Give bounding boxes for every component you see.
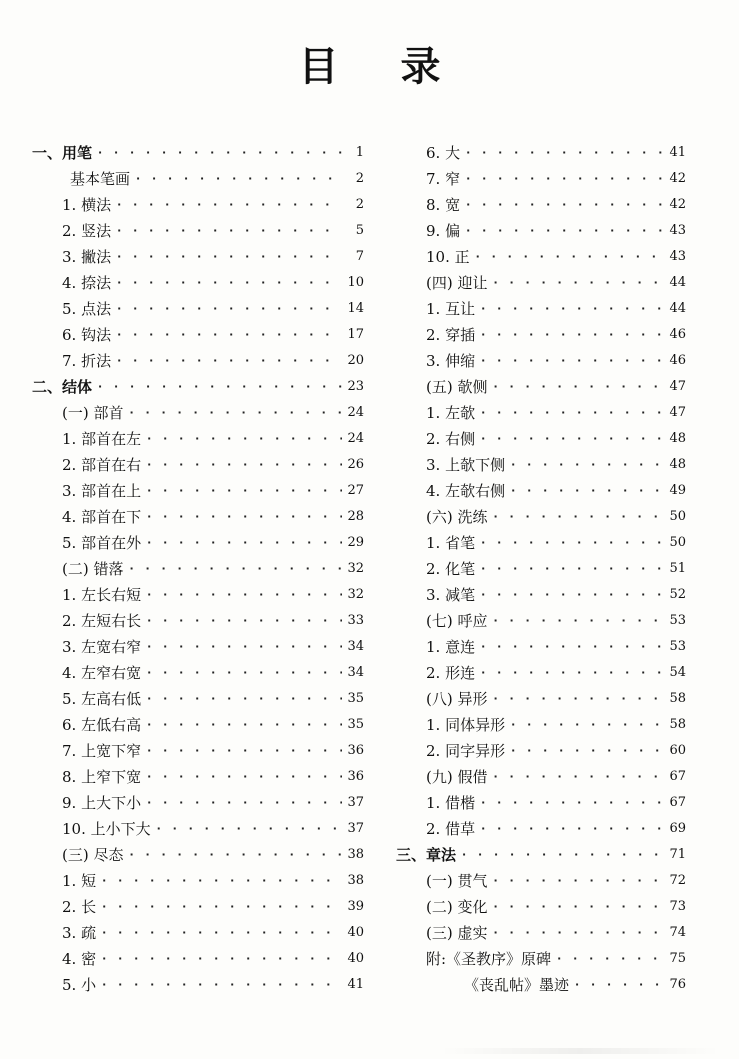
toc-entry	[396, 397, 686, 423]
dot-leader	[511, 741, 664, 761]
toc-entry	[32, 423, 364, 449]
toc-entry-label: 3. 疏	[62, 924, 97, 942]
toc-entry	[32, 137, 364, 163]
toc-entry-page: 38	[347, 847, 364, 862]
toc-entry	[32, 917, 364, 943]
toc-entry-label: 1. 短	[62, 872, 97, 890]
toc-entry-label: 3. 部首在上	[62, 482, 142, 500]
toc-entry-label: 10. 上小下大	[62, 820, 151, 838]
toc-entry-page: 36	[347, 743, 364, 758]
toc-entry	[396, 709, 686, 735]
toc-entry-label: 9. 偏	[426, 222, 461, 240]
toc-entry-page: 33	[347, 613, 364, 628]
toc-entry-label: (一) 贯气	[426, 872, 488, 890]
dot-leader	[147, 429, 342, 449]
toc-entry-label: 三、章法	[396, 846, 457, 864]
toc-entry	[396, 189, 686, 215]
toc-entry-label: 7. 窄	[426, 170, 461, 188]
toc-entry	[396, 787, 686, 813]
toc-entry-page: 67	[669, 795, 686, 810]
dot-leader	[466, 143, 664, 163]
toc-entry	[32, 605, 364, 631]
toc-entry	[396, 761, 686, 787]
toc-entry-label: 1. 互让	[426, 300, 476, 318]
toc-entry	[32, 241, 364, 267]
dot-leader	[481, 793, 664, 813]
toc-entry-page: 60	[669, 743, 686, 758]
dot-leader	[147, 715, 342, 735]
toc-entry-label: 2. 同字异形	[426, 742, 506, 760]
toc-entry-label: (六) 洗练	[426, 508, 488, 526]
toc-entry-label: 2. 化笔	[426, 560, 476, 578]
toc-entry-page: 34	[347, 639, 364, 654]
toc-entry-label: 1. 省笔	[426, 534, 476, 552]
toc-entry-label: 6. 钩法	[62, 326, 112, 344]
toc-entry-label: (一) 部首	[62, 404, 124, 422]
toc-entry-page: 34	[347, 665, 364, 680]
toc-entry	[32, 865, 364, 891]
toc-entry-page: 50	[669, 509, 686, 524]
toc-entry-label: 一、用笔	[32, 144, 93, 162]
toc-entry-page: 35	[347, 717, 364, 732]
toc-entry	[396, 501, 686, 527]
dot-leader	[476, 247, 664, 267]
toc-entry-label: 4. 密	[62, 950, 97, 968]
toc-entry	[396, 163, 686, 189]
toc-entry-page: 76	[669, 977, 686, 992]
dot-leader	[129, 845, 342, 865]
toc-entry	[32, 787, 364, 813]
dot-leader	[481, 403, 664, 423]
toc-entry-label: 4. 捺法	[62, 274, 112, 292]
toc-entry-label: 4. 左欹右侧	[426, 482, 506, 500]
toc-entry-page: 32	[347, 561, 364, 576]
toc-entry	[396, 579, 686, 605]
toc-entry-label: 5. 点法	[62, 300, 112, 318]
page-title	[0, 38, 739, 88]
toc-entry-label: 《丧乱帖》墨迹	[464, 976, 570, 994]
toc-entry	[396, 267, 686, 293]
dot-leader	[147, 585, 342, 605]
toc-right-column	[396, 137, 686, 995]
dot-leader	[147, 689, 342, 709]
toc-entry	[396, 683, 686, 709]
dot-leader	[481, 533, 664, 553]
toc-entry-page: 72	[669, 873, 686, 888]
toc-entry-label: 7. 折法	[62, 352, 112, 370]
toc-entry-page: 42	[669, 197, 686, 212]
dot-leader	[102, 975, 342, 995]
toc-entry-page: 37	[347, 821, 364, 836]
toc-entry-label: 9. 上大下小	[62, 794, 142, 812]
dot-leader	[481, 559, 664, 579]
toc-entry-page: 73	[669, 899, 686, 914]
toc-entry-page: 32	[347, 587, 364, 602]
dot-leader	[102, 871, 342, 891]
toc-entry-page: 44	[669, 301, 686, 316]
toc-entry-page: 20	[347, 353, 364, 368]
toc-entry-label: 1. 左长右短	[62, 586, 142, 604]
toc-entry-label: 5. 部首在外	[62, 534, 142, 552]
toc-entry	[32, 657, 364, 683]
toc-entry-page: 35	[347, 691, 364, 706]
toc-entry-page: 47	[669, 379, 686, 394]
toc-entry-page: 38	[347, 873, 364, 888]
toc-entry	[32, 163, 364, 189]
dot-leader	[117, 221, 342, 241]
dot-leader	[493, 871, 664, 891]
toc-entry-page: 24	[347, 431, 364, 446]
dot-leader	[117, 247, 342, 267]
toc-entry	[396, 943, 686, 969]
dot-leader	[575, 975, 664, 995]
toc-entry	[396, 319, 686, 345]
toc-entry-label: 1. 部首在左	[62, 430, 142, 448]
dot-leader	[147, 455, 342, 475]
toc-entry-page: 1	[355, 145, 364, 160]
dot-leader	[481, 351, 664, 371]
toc-entry-label: 6. 大	[426, 144, 461, 162]
dot-leader	[147, 611, 342, 631]
dot-leader	[466, 195, 664, 215]
dot-leader	[511, 715, 664, 735]
toc-entry-page: 26	[347, 457, 364, 472]
dot-leader	[147, 741, 342, 761]
toc-entry-page: 51	[669, 561, 686, 576]
toc-entry	[396, 813, 686, 839]
dot-leader	[117, 351, 342, 371]
toc-entry-page: 42	[669, 171, 686, 186]
toc-entry-label: (四) 迎让	[426, 274, 488, 292]
toc-entry	[396, 423, 686, 449]
toc-entry-label: 3. 减笔	[426, 586, 476, 604]
toc-entry	[32, 267, 364, 293]
dot-leader	[147, 533, 342, 553]
toc-entry-page: 44	[669, 275, 686, 290]
toc-entry	[32, 709, 364, 735]
toc-entry	[32, 683, 364, 709]
toc-entry-page: 71	[669, 847, 686, 862]
dot-leader	[481, 325, 664, 345]
toc-entry-page: 36	[347, 769, 364, 784]
toc-entry-page: 47	[669, 405, 686, 420]
title-char-2: 录	[400, 43, 441, 90]
toc-entry-label: 3. 撇法	[62, 248, 112, 266]
toc-entry-label: 3. 伸缩	[426, 352, 476, 370]
toc-entry-label: 2. 借草	[426, 820, 476, 838]
toc-entry-label: 2. 穿插	[426, 326, 476, 344]
toc-entry-page: 24	[347, 405, 364, 420]
toc-entry-label: 2. 部首在右	[62, 456, 142, 474]
toc-entry	[396, 969, 686, 995]
toc-entry-label: 7. 上宽下窄	[62, 742, 142, 760]
toc-entry-page: 48	[669, 431, 686, 446]
dot-leader	[117, 195, 342, 215]
toc-entry	[32, 891, 364, 917]
toc-entry-label: 5. 左高右低	[62, 690, 142, 708]
dot-leader	[481, 637, 664, 657]
toc-entry-page: 39	[347, 899, 364, 914]
toc-entry-page: 40	[347, 951, 364, 966]
toc-entry-label: 2. 左短右长	[62, 612, 142, 630]
toc-entry	[396, 449, 686, 475]
toc-entry	[396, 605, 686, 631]
toc-entry-label: 1. 借楷	[426, 794, 476, 812]
dot-leader	[481, 663, 664, 683]
toc-entry	[32, 501, 364, 527]
toc-entry-label: 5. 小	[62, 976, 97, 994]
dot-leader	[157, 819, 342, 839]
toc-entry	[32, 319, 364, 345]
toc-entry	[396, 657, 686, 683]
toc-entry-page: 53	[669, 613, 686, 628]
toc-entry-label: (三) 尽态	[62, 846, 124, 864]
toc-entry-label: 附:《圣教序》原碑	[426, 950, 552, 968]
toc-entry-page: 5	[355, 223, 364, 238]
toc-entry	[32, 449, 364, 475]
toc-entry-label: 10. 正	[426, 248, 470, 266]
toc-entry	[396, 631, 686, 657]
toc-entry-page: 50	[669, 535, 686, 550]
toc-entry-page: 48	[669, 457, 686, 472]
toc-entry-page: 37	[347, 795, 364, 810]
dot-leader	[117, 325, 342, 345]
dot-leader	[147, 767, 342, 787]
toc-entry-page: 2	[355, 197, 364, 212]
dot-leader	[481, 429, 664, 449]
toc-entry-label: (八) 异形	[426, 690, 488, 708]
dot-leader	[147, 637, 342, 657]
toc-left-column	[32, 137, 364, 995]
dot-leader	[511, 481, 664, 501]
toc-entry-page: 23	[347, 379, 364, 394]
toc-entry	[32, 969, 364, 995]
toc-entry	[32, 631, 364, 657]
dot-leader	[493, 689, 664, 709]
toc-entry	[396, 865, 686, 891]
toc-entry-label: 8. 宽	[426, 196, 461, 214]
toc-entry-page: 41	[669, 145, 686, 160]
toc-entry-page: 75	[669, 951, 686, 966]
toc-entry-page: 17	[347, 327, 364, 342]
toc-entry-label: (五) 欹侧	[426, 378, 488, 396]
toc-entry-page: 46	[669, 327, 686, 342]
dot-leader	[493, 611, 664, 631]
toc-entry-label: 1. 同体异形	[426, 716, 506, 734]
toc-entry-label: (九) 假借	[426, 768, 488, 786]
dot-leader	[102, 949, 342, 969]
dot-leader	[129, 559, 342, 579]
toc-entry-label: (七) 呼应	[426, 612, 488, 630]
toc-entry	[32, 293, 364, 319]
toc-entry-label: 2. 右侧	[426, 430, 476, 448]
toc-entry-page: 43	[669, 223, 686, 238]
dot-leader	[129, 403, 342, 423]
dot-leader	[147, 663, 342, 683]
toc-entry-label: 1. 左欹	[426, 404, 476, 422]
toc-entry-page: 28	[347, 509, 364, 524]
dot-leader	[117, 299, 342, 319]
toc-entry-label: (三) 虚实	[426, 924, 488, 942]
toc-entry	[396, 917, 686, 943]
dot-leader	[147, 793, 342, 813]
toc-entry-page: 69	[669, 821, 686, 836]
toc-entry-label: 2. 形连	[426, 664, 476, 682]
toc-entry-label: (二) 错落	[62, 560, 124, 578]
toc-entry-page: 10	[347, 275, 364, 290]
toc-entry-label: 4. 左窄右宽	[62, 664, 142, 682]
toc-entry-label: 4. 部首在下	[62, 508, 142, 526]
toc-entry-page: 2	[355, 171, 364, 186]
toc-entry	[32, 839, 364, 865]
toc-entry-label: 1. 意连	[426, 638, 476, 656]
toc-entry-page: 49	[669, 483, 686, 498]
toc-entry-label: 8. 上窄下宽	[62, 768, 142, 786]
toc-entry-label: 二、结体	[32, 378, 93, 396]
dot-leader	[557, 949, 664, 969]
toc-entry	[32, 761, 364, 787]
toc-entry	[396, 371, 686, 397]
dot-leader	[462, 845, 664, 865]
dot-leader	[98, 143, 342, 163]
toc-entry	[396, 527, 686, 553]
dot-leader	[493, 273, 664, 293]
toc-entry	[32, 371, 364, 397]
toc-entry	[396, 241, 686, 267]
dot-leader	[102, 897, 342, 917]
toc-entry-page: 43	[669, 249, 686, 264]
toc-entry	[32, 189, 364, 215]
toc-entry	[396, 293, 686, 319]
toc-entry-label: 6. 左低右高	[62, 716, 142, 734]
toc-entry-page: 58	[669, 717, 686, 732]
toc-entry	[396, 345, 686, 371]
toc-entry	[396, 475, 686, 501]
toc-entry	[32, 943, 364, 969]
toc-entry-label: (二) 变化	[426, 898, 488, 916]
toc-entry	[32, 527, 364, 553]
dot-leader	[136, 169, 342, 189]
toc-entry	[32, 475, 364, 501]
dot-leader	[493, 923, 664, 943]
dot-leader	[102, 923, 342, 943]
dot-leader	[481, 819, 664, 839]
toc-entry-label: 3. 上欹下侧	[426, 456, 506, 474]
toc-entry	[396, 839, 686, 865]
toc-entry-page: 41	[347, 977, 364, 992]
toc-entry-page: 58	[669, 691, 686, 706]
toc-entry-label: 2. 长	[62, 898, 97, 916]
dot-leader	[511, 455, 664, 475]
title-char-1: 目	[298, 43, 339, 90]
toc-entry	[396, 735, 686, 761]
toc-entry	[32, 345, 364, 371]
scan-shadow	[440, 1048, 720, 1054]
dot-leader	[466, 221, 664, 241]
dot-leader	[147, 481, 342, 501]
toc-entry-page: 7	[355, 249, 364, 264]
toc-entry-page: 40	[347, 925, 364, 940]
toc-entry-page: 54	[669, 665, 686, 680]
toc-entry-page: 52	[669, 587, 686, 602]
dot-leader	[117, 273, 342, 293]
toc-entry	[32, 553, 364, 579]
dot-leader	[466, 169, 664, 189]
toc-entry	[396, 553, 686, 579]
toc-entry-page: 46	[669, 353, 686, 368]
dot-leader	[493, 377, 664, 397]
toc-entry	[396, 215, 686, 241]
toc-entry-label: 基本笔画	[70, 170, 131, 188]
toc-entry-page: 53	[669, 639, 686, 654]
dot-leader	[493, 897, 664, 917]
toc-entry-page: 27	[347, 483, 364, 498]
dot-leader	[147, 507, 342, 527]
toc-entry	[32, 735, 364, 761]
toc-entry-page: 29	[347, 535, 364, 550]
toc-entry	[32, 813, 364, 839]
dot-leader	[481, 585, 664, 605]
dot-leader	[493, 767, 664, 787]
dot-leader	[481, 299, 664, 319]
toc-entry	[32, 579, 364, 605]
toc-entry	[32, 397, 364, 423]
toc-entry-page: 14	[347, 301, 364, 316]
dot-leader	[493, 507, 664, 527]
toc-entry-page: 74	[669, 925, 686, 940]
toc-entry-label: 1. 横法	[62, 196, 112, 214]
dot-leader	[98, 377, 342, 397]
toc-entry	[32, 215, 364, 241]
toc-entry-page: 67	[669, 769, 686, 784]
toc-entry-label: 3. 左宽右窄	[62, 638, 142, 656]
toc-entry	[396, 137, 686, 163]
toc-entry-label: 2. 竖法	[62, 222, 112, 240]
toc-entry	[396, 891, 686, 917]
